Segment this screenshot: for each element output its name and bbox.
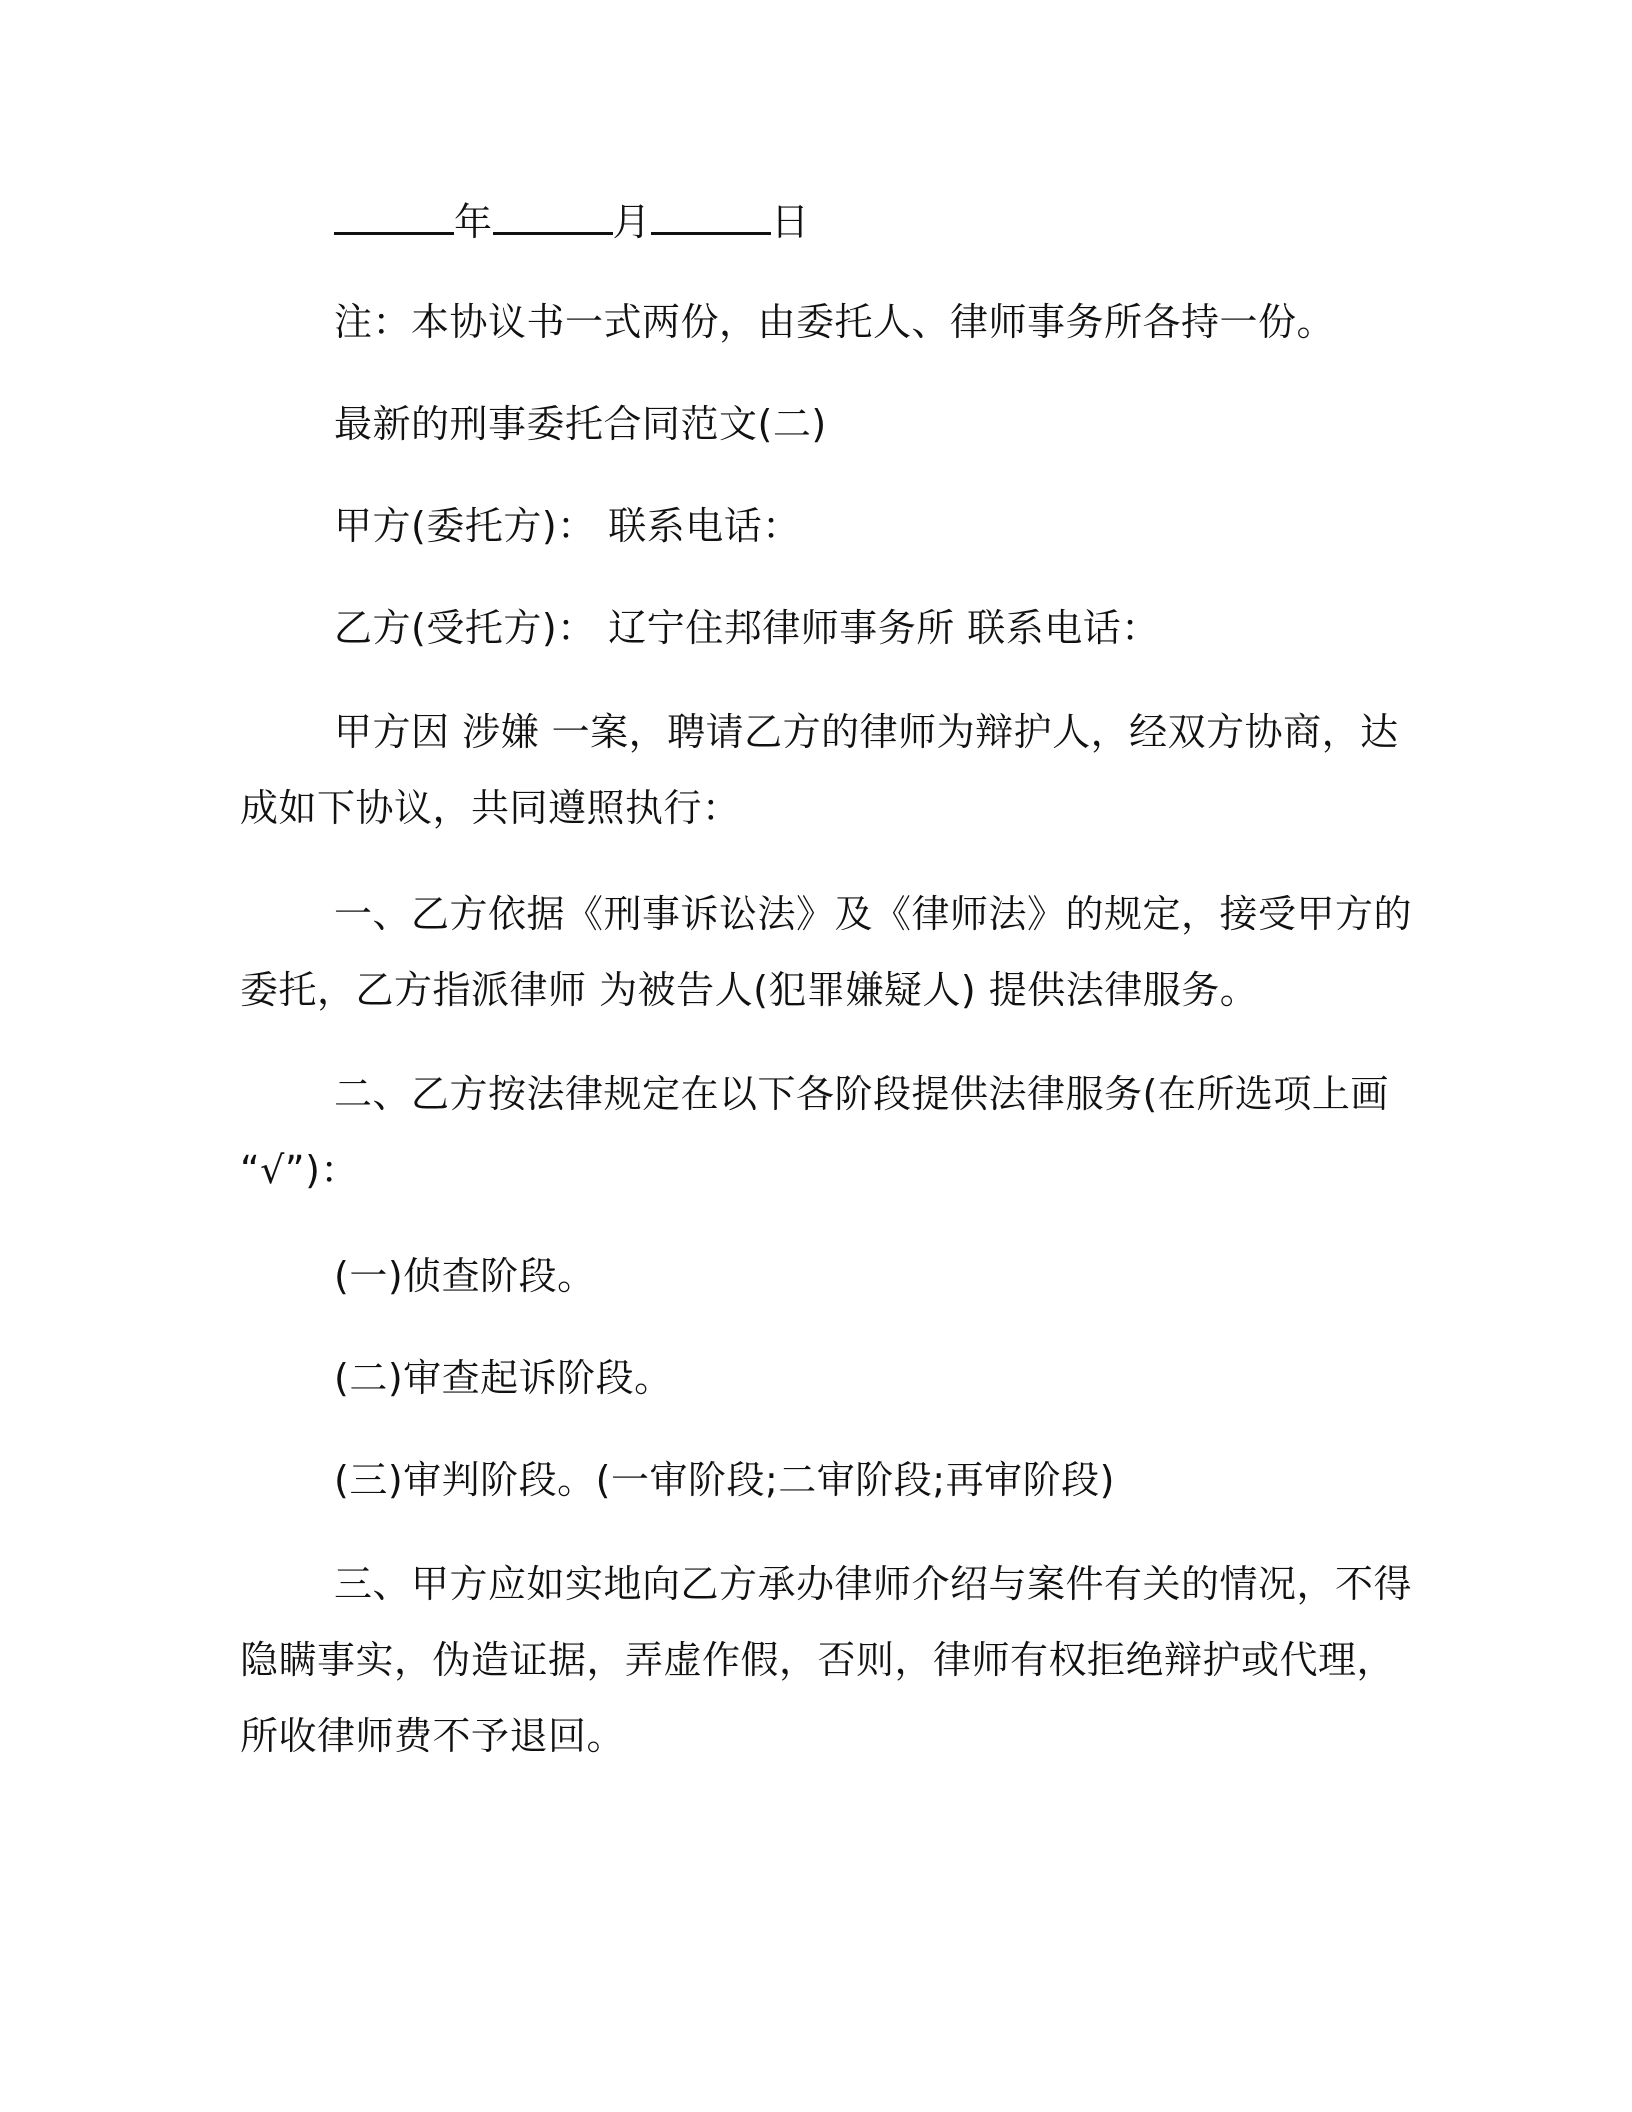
clause3-line-1: 三、甲方应如实地向乙方承办律师介绍与案件有关的情况，不得 (334, 1562, 1413, 1606)
clause2-line-2: “√”)： (240, 1148, 359, 1192)
party-a-line: 甲方(委托方)： 联系电话： (334, 504, 801, 548)
stage-item: (三)审判阶段。(一审阶段;二审阶段;再审阶段) (334, 1458, 1115, 1502)
month-blank (493, 196, 613, 235)
month-label: 月 (612, 200, 652, 244)
clause3-line-3: 所收律师费不予退回。 (240, 1714, 626, 1758)
intro-line-2: 成如下协议，共同遵照执行： (240, 786, 741, 830)
note-text: 注：本协议书一式两份，由委托人、律师事务所各持一份。 (334, 300, 1336, 344)
clause1-line-1: 一、乙方依据《刑事诉讼法》及《律师法》的规定，接受甲方的 (334, 892, 1413, 936)
day-label: 日 (771, 200, 810, 244)
party-b-line: 乙方(受托方)： 辽宁住邦律师事务所 联系电话： (334, 606, 1160, 650)
year-blank (334, 196, 454, 235)
intro-line-1: 甲方因 涉嫌 一案，聘请乙方的律师为辩护人，经双方协商，达 (334, 710, 1399, 754)
clause3-line-2: 隐瞒事实，伪造证据，弄虚作假，否则，律师有权拒绝辩护或代理， (240, 1638, 1396, 1682)
stage-item: (一)侦查阶段。 (334, 1254, 596, 1298)
clause1-line-2: 委托，乙方指派律师 为被告人(犯罪嫌疑人) 提供法律服务。 (240, 968, 1259, 1012)
day-blank (651, 196, 771, 235)
date-line (334, 196, 1484, 246)
stage-item: (二)审查起诉阶段。 (334, 1356, 673, 1400)
year-label: 年 (454, 200, 493, 244)
clause2-line-1: 二、乙方按法律规定在以下各阶段提供法律服务(在所选项上画 (334, 1072, 1389, 1116)
section-title: 最新的刑事委托合同范文(二) (334, 402, 827, 446)
